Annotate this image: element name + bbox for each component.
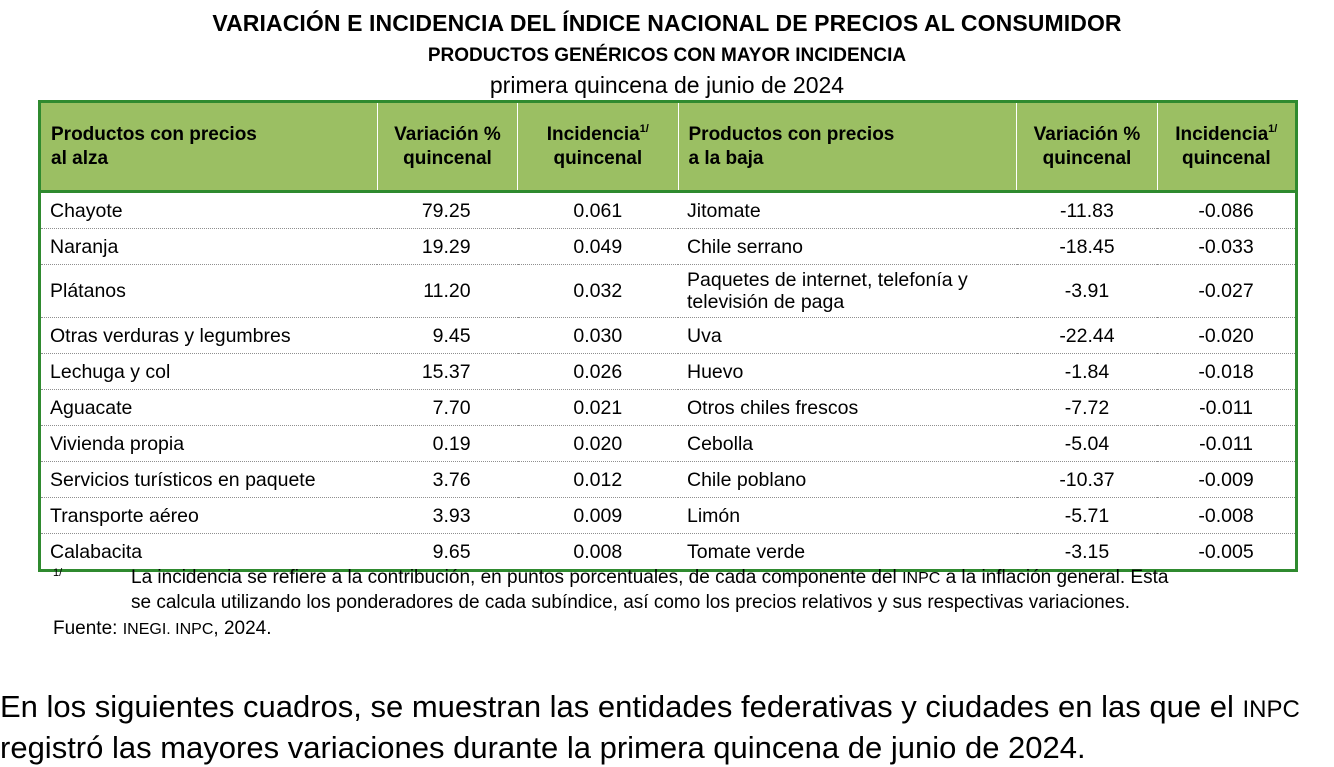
source-note: Fuente: INEGI. INPC, 2024.: [53, 618, 272, 639]
up-variation: 3.93: [377, 498, 517, 534]
footnote-text: La incidencia se refiere a la contribución, en puntos porcentuales, de cada componente del INPC a la inflación general. Esta se calcula utilizando los ponderadores de cada subíndice, así como los precios relativos y sus respectivas variaciones.: [131, 567, 1169, 613]
table-row: [40, 192, 1297, 229]
up-product-name: Plátanos: [40, 265, 378, 318]
down-variation: -10.37: [1017, 462, 1157, 498]
down-product-name: Tomate verde: [687, 540, 806, 563]
table-row: [40, 498, 1297, 534]
up-incidence: 0.020: [518, 426, 678, 462]
down-incidence: -0.086: [1157, 192, 1296, 229]
down-product-name: Limón: [678, 498, 1017, 534]
down-incidence: -0.020: [1157, 318, 1296, 354]
down-incidence: -0.011: [1157, 426, 1296, 462]
up-product-name: Calabacita: [50, 540, 143, 563]
up-variation: 19.29: [377, 229, 517, 265]
header-up-products: Productos con precios al alza: [40, 102, 378, 192]
up-variation: 79.25: [377, 192, 517, 229]
up-incidence: 0.049: [518, 229, 678, 265]
up-variation: 7.70: [377, 390, 517, 426]
header-up-incidence: Incidencia$^{1/}$ quincenal: [518, 102, 678, 192]
up-variation: 9.65: [432, 540, 471, 563]
up-incidence: 0.061: [518, 192, 678, 229]
table-row: [40, 426, 1297, 462]
header-down-variation: Variación % quincenal: [1017, 102, 1157, 192]
up-incidence: 0.030: [518, 318, 678, 354]
header-down-incidence: Incidencia$^{1/}$ quincenal: [1157, 102, 1296, 192]
up-variation: 3.76: [377, 462, 517, 498]
table-row: [40, 229, 1297, 265]
down-product-name: Huevo: [678, 354, 1017, 390]
up-product-name: Lechuga y col: [40, 354, 378, 390]
down-variation: -5.04: [1017, 426, 1157, 462]
down-variation: -5.71: [1017, 498, 1157, 534]
header-up-variation: Variación % quincenal: [377, 102, 517, 192]
table-row: [40, 462, 1297, 498]
table-row: [40, 534, 1297, 571]
down-variation: -7.72: [1017, 390, 1157, 426]
up-incidence: 0.008: [573, 540, 623, 563]
down-incidence: -0.011: [1157, 390, 1296, 426]
up-incidence: 0.009: [518, 498, 678, 534]
down-variation: -18.45: [1017, 229, 1157, 265]
down-variation: -22.44: [1017, 318, 1157, 354]
down-incidence: -0.009: [1157, 462, 1296, 498]
up-product-name: Naranja: [40, 229, 378, 265]
footnote-mark: 1/: [53, 567, 63, 579]
down-product-name: Jitomate: [678, 192, 1017, 229]
down-product-name: Uva: [678, 318, 1017, 354]
incidence-table: [38, 100, 1298, 572]
up-variation: 11.20: [377, 265, 517, 318]
up-product-name: Otras verduras y legumbres: [40, 318, 378, 354]
up-product-name: Servicios turísticos en paquete: [40, 462, 378, 498]
down-product-name: Cebolla: [678, 426, 1017, 462]
down-incidence: -0.008: [1157, 498, 1296, 534]
up-product-name: Aguacate: [40, 390, 378, 426]
up-variation: 15.37: [377, 354, 517, 390]
up-product-name: Vivienda propia: [40, 426, 378, 462]
down-incidence: -0.033: [1157, 229, 1296, 265]
up-product-name: Transporte aéreo: [40, 498, 378, 534]
down-variation: -11.83: [1017, 192, 1157, 229]
table-row: [40, 265, 1297, 318]
up-variation: 9.45: [377, 318, 517, 354]
down-variation: -3.91: [1017, 265, 1157, 318]
down-variation: -1.84: [1017, 354, 1157, 390]
down-product-name: Otros chiles frescos: [678, 390, 1017, 426]
down-product-name: Chile poblano: [678, 462, 1017, 498]
down-incidence: -0.018: [1157, 354, 1296, 390]
down-product-name: Chile serrano: [678, 229, 1017, 265]
up-incidence: 0.012: [518, 462, 678, 498]
table-row: [40, 354, 1297, 390]
report-subtitle: PRODUCTOS GENÉRICOS CON MAYOR INCIDENCIA: [427, 45, 907, 66]
up-incidence: 0.021: [518, 390, 678, 426]
table-header-row: [40, 102, 1297, 192]
down-variation: -3.15: [1064, 540, 1110, 563]
table-row: [40, 318, 1297, 354]
up-variation: 0.19: [377, 426, 517, 462]
up-product-name: Chayote: [40, 192, 378, 229]
down-incidence: -0.005: [1198, 540, 1254, 563]
report-title: VARIACIÓN E INCIDENCIA DEL ÍNDICE NACIONAL DE PRECIOS AL CONSUMIDOR: [212, 10, 1122, 36]
down-product-name: Paquetes de internet, telefonía y televisión de paga: [678, 265, 1017, 318]
header-down-products: Productos con precios a la baja: [678, 102, 1017, 192]
up-incidence: 0.032: [518, 265, 678, 318]
footnote: [53, 566, 1303, 615]
table-row: [40, 390, 1297, 426]
down-incidence: -0.027: [1157, 265, 1296, 318]
body-paragraph: En los siguientes cuadros, se muestran las entidades federativas y ciudades en las que el INPC registró las mayores variaciones durante la primera quincena de junio de 2024.: [0, 689, 1300, 765]
up-incidence: 0.026: [518, 354, 678, 390]
report-period: primera quincena de junio de 2024: [489, 72, 845, 98]
